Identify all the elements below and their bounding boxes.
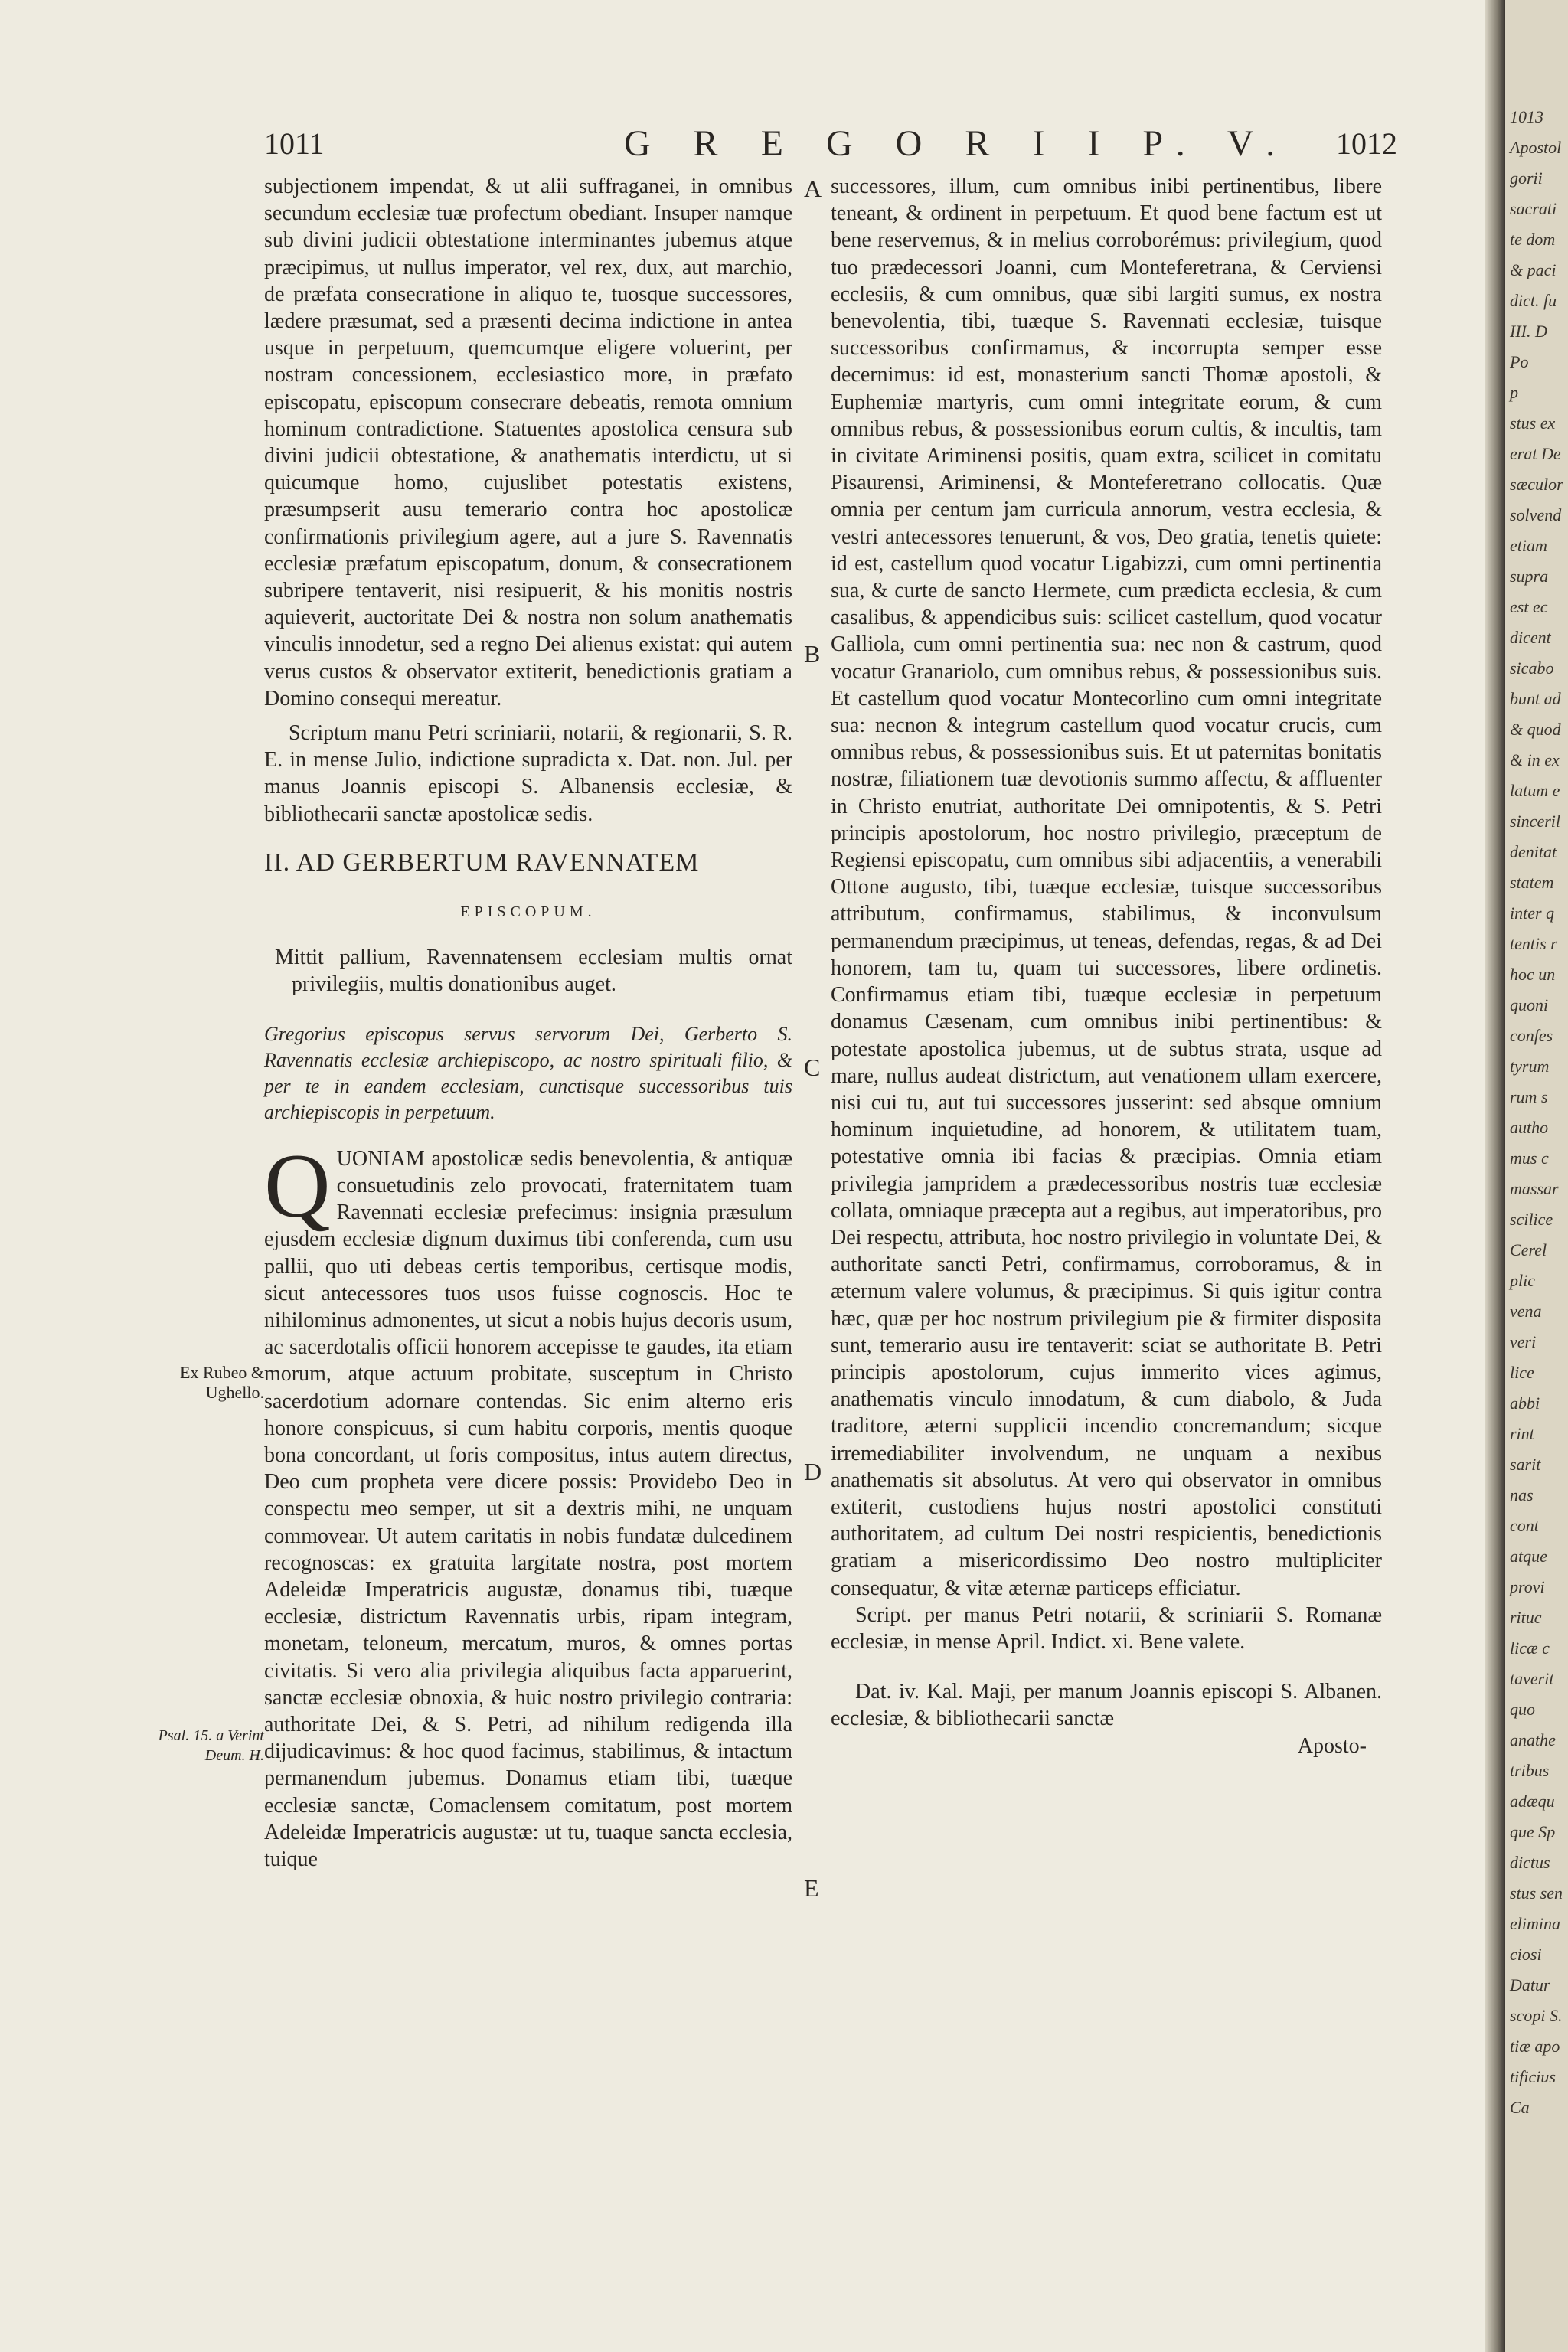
next-page-fragment: tificius (1510, 2067, 1556, 2086)
page-number-right: 1012 (1336, 126, 1397, 161)
section-letter-c: C (804, 1054, 821, 1081)
next-page-fragment: statem (1510, 873, 1554, 892)
section-heading: II. AD GERBERTUM RAVENNATEM (264, 848, 700, 877)
next-page-fragment: stus ex (1510, 413, 1556, 433)
next-page-fragment: Ca (1510, 2098, 1530, 2117)
next-page-fragment: elimina (1510, 1914, 1560, 1933)
section-letter-a: A (804, 175, 822, 202)
next-page-fragment: tentis r (1510, 934, 1557, 953)
running-title: G R E G O R I I P. V. (624, 123, 1292, 164)
next-page-fragment: rum s (1510, 1087, 1548, 1106)
next-page-fragment: & paci (1510, 260, 1557, 279)
next-page-fragment: sinceril (1510, 812, 1560, 831)
next-page-fragment: rituc (1510, 1608, 1542, 1627)
next-page-fragment: te dom (1510, 230, 1556, 249)
next-page-fragment: supra (1510, 567, 1549, 586)
next-page-fragment: sacrati (1510, 199, 1557, 218)
next-page-fragment: autho (1510, 1118, 1549, 1137)
right-para-1: successores, illum, cum omnibus inibi pertinentibus, libere teneant, & ordinent in perpetuum. Et quod bene factum est ut bene reservemus, & in melius corroborémus: privilegium, quod tuo prædecessori Joanni, cum Monteferetrana, & Cerviensi ecclesiis, & cum omnibus, quæ sibi largiti sumus, ex nostra benevolentia, tibi, tuæque S. Ravennati ecclesiæ, tuisque successoribus confirmamus, & incorrupta semper esse decernimus: id est, monasterium sancti Thomæ apostoli, & Euphemiæ martyris, cum omni integritate eorum, & cum omnibus rebus, & possessionibus eorum cultis, & incultis, tam in civitate Ariminensi positis, quam extra, scilicet in comitatu Pisaurensi, Ariminensi, & Monteferetrano collocatis. Quæ omnia per centum jam curricula annorum, vestra ecclesia, & vestri antecessores tenuerunt, & vos, Deo gratia, tenetis quiete: id est, castellum quod vocatur Ligabizzi, cum omni pertinentia sua, & curte de sancto Hermete, cum prædicta ecclesia, & cum casalibus, & appendicibus suis: scilicet castellum, quod vocatur Galliola, cum omni pertinentia sua: nec non & castrum, quod vocatur Granariolo, cum omnibus rebus, & possessionibus suis. Et castellum quod vocatur Montecorlino cum omni integritate sua: necnon & integrum castellum quod vocatur crucis, cum omnibus rebus, & possessionibus suis. Et ut paternitas bonitatis nostræ, filiationem tuæ devotionis summo affectu, & affluenter in Christo enutriat, authoritate Dei omnipotentis, & S. Petri principis apostolorum, hoc nostro privilegio, præceptum de Regiensi episcopatu, cum omnibus sibi adjacentiis, a venerabili Ottone augusto, tibi, tuæque ecclesiæ, tuisque successoribus attributum, confirmamus, stabilimus, & inconvulsum permanendum præcipimus, ut teneas, defendas, regas, & ad Dei honorem, tam tu, quam tui successores, libere ordinetis. Confirmamus etiam tibi, tuæque ecclesiæ in perpetuum donamus Cæsenam, cum omnibus inibi pertinentibus: & potestate apostolica jubemus, ut de subtus strata, usque ad mare, nullus audeat districtum, aut venationem ullam exercere, nisi cui tu, aut tui successores jusserint: sed absque omnium hominum inquietudine, ad honorem, & utilitatem tuam, potestative omnia ibi facias & præcipias. Omnia etiam privilegia jampridem a prædecessoribus nostris tuæ ecclesiæ collata, omniaque præcepta aut a regibus, aut imperatoribus, pro Dei respectu, attributa, hoc nostro privilegio in voluntate Dei, & authoritate sancti Petri, confirmamus, corroboramus, & in æternum valere volumus, & præcipimus. Si quis igitur contra hæc, quæ per hoc nostrum privilegium pie & firmiter disposita sunt, temerario ausu ire tentaverit: sciat se authoritate B. Petri principis apostolorum, cujus immerito vices agimus, anathematis vinculo innodatum, & cum diabolo, & Juda traditore, æterni supplicii incendio concremandum; sicque irremediabiliter involvendum, ne unquam a nexibus anathematis sit absolutus. At vero qui observator in omnibus extiterit, custodiens hujus nostri apostolici constituti authoritatem, ad cultum Dei nostri respicientis, benedictionis gratiam a misericordissimo Deo nostro multipliciter consequatur, & vitæ æternæ particeps efficiatur. (831, 175, 1382, 1600)
next-page-fragment: III. D (1510, 322, 1547, 341)
next-page-fragment: scilice (1510, 1210, 1553, 1229)
page-number-left: 1011 (264, 126, 325, 161)
next-page-fragment: Apostol (1510, 138, 1562, 157)
next-page-fragment: provi (1510, 1577, 1545, 1596)
left-para-1: subjectionem impendat, & ut alii suffraganei, in omnibus secundum ecclesiæ tuæ profectum obediant. Insuper namque sub divini judicii obtestatione interminantes jubemus atque præcipimus, ut nullus imperator, vel rex, dux, aut marchio, de præfata consecratione in aliquo te, tuosque successores, lædere præsumat, sed a præsenti decima indictione in antea usque in perpetuum, quemcumque eligere voluerint, per nostram concessionem, ecclesiastico more, in præfato episcopatu, episcopum consecrare debeatis, remota omnium hominum contradictione. Statuentes apostolica censura sub divini judicii obtestatione, & anathematis interdictu, ut si quicumque homo, cujuslibet potestatis existens, præsumpserit ausu temerario contra hoc apostolicæ confirmationis privilegium agere, aut a jure S. Ravennatis ecclesiæ præfatum episcopatum, donum, & consecrationem subripere tentaverit, nisi resipuerit, & his monitis nostris aquieverit, auctoritate Dei & nostra non solum anathematis vinculis innodetur, sed a regno Dei alienus existat: qui autem verus custos & observator extiterit, benedictionis gratiam a Domino consequi mereatur. (264, 175, 792, 710)
next-page-fragment: etiam (1510, 536, 1547, 555)
next-page-fragment: que Sp (1510, 1822, 1556, 1841)
next-page-fragment: denitat (1510, 842, 1557, 861)
next-page-fragment: massar (1510, 1179, 1559, 1198)
next-page-fragment: gorii (1510, 168, 1543, 188)
next-page-fragment: hoc un (1510, 965, 1556, 984)
next-page-fragment: erat De (1510, 444, 1561, 463)
next-page-fragment: & quod (1510, 720, 1561, 739)
next-page-fragment: p (1510, 383, 1518, 402)
next-page-fragment: latum e (1510, 781, 1560, 800)
next-page-fragment: rint (1510, 1424, 1534, 1443)
next-page-fragment: mus c (1510, 1148, 1549, 1168)
next-page-fragment: stus sen (1510, 1883, 1563, 1903)
next-page-fragment: & in ex (1510, 750, 1560, 769)
next-page-fragment: tyrum (1510, 1057, 1550, 1076)
letter-address: Gregorius episcopus servus servorum Dei, Gerberto S. Ravennatis ecclesiæ archiepiscopo, ac nostro spirituali filio, & per te in eandem ecclesiam, cunctisque successoribus tuis archiepiscopis in perpetuum. (264, 1022, 792, 1123)
next-page-fragment: Po (1510, 352, 1529, 371)
letter-summary: Mittit pallium, Ravennatensem ecclesiam multis ornat privilegiis, multis donationibus auget. (275, 946, 792, 997)
left-para-2: Scriptum manu Petri scriniarii, notarii, & regionarii, S. R. E. in mense Julio, indictione supradicta x. Dat. non. Jul. per manus Joannis episcopi S. Albanensis ecclesiæ, & bibliothecarii sanctæ apostolicæ sedis. (264, 721, 792, 826)
next-page-fragment: atque (1510, 1547, 1547, 1566)
right-para-2: Script. per manus Petri notarii, & scriniarii S. Romanæ ecclesiæ, in mense April. Indict. xi. Bene valete. (831, 1602, 1382, 1654)
section-letter-e: E (804, 1874, 819, 1902)
next-page-fragment: vena (1510, 1302, 1542, 1321)
margin-note-psalm: Psal. 15. a Verint Deum. H. (158, 1727, 264, 1764)
next-page-fragment: nas (1510, 1485, 1534, 1504)
next-page-fragment: adæqu (1510, 1792, 1555, 1811)
next-page-fragment: Cerel (1510, 1240, 1547, 1259)
next-page-fragment: dictus (1510, 1853, 1550, 1872)
drop-cap: Q (264, 1134, 331, 1236)
left-column (264, 173, 792, 1873)
next-page-fragment: tribus (1510, 1761, 1550, 1780)
next-page-edge (1505, 0, 1568, 2352)
next-page-fragment: solvend (1510, 505, 1562, 524)
next-page-fragment: scopi S. (1510, 2006, 1563, 2025)
next-page-fragment: veri (1510, 1332, 1537, 1351)
book-gutter (1485, 0, 1505, 2352)
next-page-fragment: confes (1510, 1026, 1553, 1045)
next-page-fragment: plic (1510, 1271, 1535, 1290)
next-page-fragment: Datur (1510, 1975, 1550, 1994)
section-letter-b: B (804, 640, 821, 668)
section-subheading: EPISCOPUM. (460, 903, 596, 921)
next-page-fragment: abbi (1510, 1393, 1540, 1413)
next-page-fragment: cont (1510, 1516, 1539, 1535)
running-header (264, 122, 1397, 164)
section-letter-d: D (804, 1458, 822, 1485)
next-page-fragment: inter q (1510, 903, 1555, 923)
next-page-fragment: dicent (1510, 628, 1551, 647)
next-page-fragment: tiæ apo (1510, 2037, 1560, 2056)
next-page-fragment: lice (1510, 1363, 1534, 1382)
next-page-fragment: dict. fu (1510, 291, 1557, 310)
next-page-fragment: licæ c (1510, 1638, 1550, 1658)
next-page-fragment: quo (1510, 1700, 1535, 1719)
next-page-fragment: ciosi (1510, 1945, 1542, 1964)
margin-note-source: Ex Rubeo & Ughello. (180, 1363, 264, 1402)
next-page-fragment: anathe (1510, 1730, 1556, 1749)
next-page-fragment: est ec (1510, 597, 1548, 616)
letter-body-start (264, 1134, 792, 1873)
letter-body-text: UONIAM apostolicæ sedis benevolentia, & antiquæ consuetudinis zelo provocati, fraternitatem tuam Ravennati ecclesiæ prefecimus: insignia præsulum ejusdem ecclesiæ dignum duximus tibi conferenda, cum usu pallii, quo uti debeas certis temporibus, certisque modis, sicut antecessores tuos usos fuisse cognoscis. Hoc te nihilominus admonentes, ut sicut a nobis hujus decoris usum, ac sacerdotalis officii honorem accepisse te gaudes, ita etiam morum, atque actuum probitate, susceptum in Christo sacerdotium adornare contendas. Sic enim alterno eris honore conspicuus, si cum habitu corporis, mentis quoque bona concordant, ut foris compositus, intus autem directus, Deo cum propheta vere dicere possis: Providebo Deo in conspectu meo semper, ut sit a dextris mihi, ne unquam commovear. Ut autem caritatis in nobis fundatæ dulcedinem recognoscas: ex gratuita largitate nostra, post mortem Adeleidæ Imperatricis augustæ, donamus tibi, tuæque ecclesiæ, districtum Ravennatis urbis, ripam integram, monetam, teloneum, mercatum, muros, & omnes portas civitatis. Si vero alia privilegia aliquibus facta apparuerint, sanctæ ecclesiæ obnoxia, & huic nostro privilegio contraria: authoritate Dei, & S. Petri, ad nihilum redigenda illa dijudicavimus: & hoc quod facimus, stabilimus, & intactum permanendum jubemus. Donamus etiam tibi, tuæque ecclesiæ sanctæ, Comaclensem comitatum, post mortem Adeleidæ Imperatricis augustæ: ut tu, tuaque sancta ecclesia, tuique (264, 1146, 792, 1871)
next-page-fragment: quoni (1510, 995, 1549, 1014)
next-page-fragment: sarit (1510, 1455, 1541, 1474)
right-para-3: Dat. iv. Kal. Maji, per manum Joannis episcopi S. Albanen. ecclesiæ, & bibliothecarii sanctæ (831, 1680, 1382, 1731)
right-column (831, 173, 1382, 1759)
next-page-fragment: sicabo (1510, 658, 1554, 678)
next-page-fragment: taverit (1510, 1669, 1554, 1688)
catchword: Aposto- (1297, 1733, 1367, 1758)
next-page-fragment: bunt ad (1510, 689, 1561, 708)
next-page-fragment: sæculor (1510, 475, 1563, 494)
next-page-fragment: 1013 (1510, 107, 1544, 126)
